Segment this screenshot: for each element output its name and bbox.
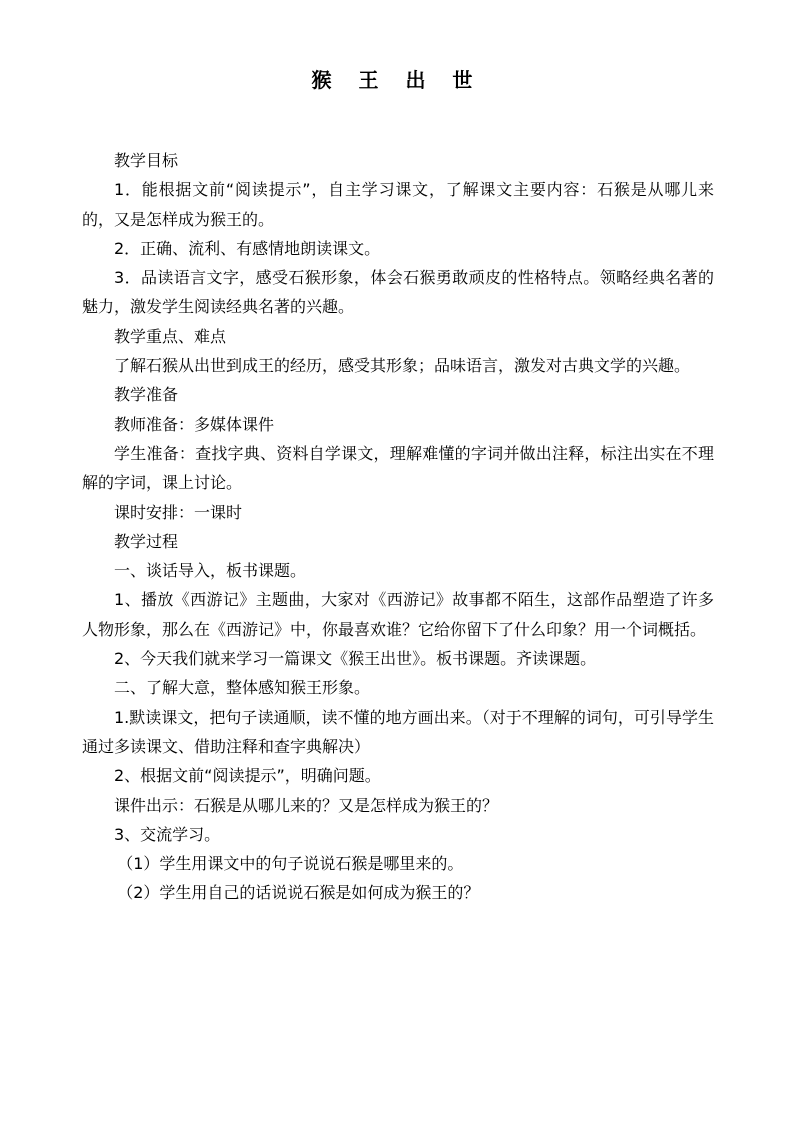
paragraph: 二、了解大意，整体感知猴王形象。 (114, 678, 371, 698)
section-heading-preparation: 教学准备 (114, 385, 179, 405)
section-heading-key-points: 教学重点、难点 (114, 326, 227, 346)
paragraph: （1）学生用课文中的句子说说石猴是哪里来的。 (117, 854, 464, 874)
section-heading-process: 教学过程 (114, 531, 179, 551)
document-body (82, 146, 714, 908)
paragraph: 课件出示：石猴是从哪儿来的？又是怎样成为猴王的？ (114, 795, 499, 815)
paragraph: 3．品读语言文字，感受石猴形象，体会石猴勇敢顽皮的性格特点。领略经典名著的魅力，激发学生阅读经典名著的兴趣。 (82, 268, 714, 317)
paragraph: 1、播放《西游记》主题曲，大家对《西游记》故事都不陌生，这部作品塑造了许多人物形象，那么在《西游记》中，你最喜欢谁？它给你留下了什么印象？用一个词概括。 (82, 590, 714, 639)
paragraph: 2、根据文前“阅读提示”，明确问题。 (114, 766, 381, 786)
paragraph: 1.默读课文，把句子读通顺，读不懂的地方画出来。（对于不理解的词句，可引导学生通过多读课文、借助注释和查字典解决） (82, 707, 714, 756)
paragraph: （2）学生用自己的话说说石猴是如何成为猴王的？ (117, 883, 480, 903)
page-title: 猴 王 出 世 (311, 68, 483, 92)
paragraph: 1．能根据文前“阅读提示”，自主学习课文，了解课文主要内容：石猴是从哪儿来的，又是怎样成为猴王的。 (82, 180, 714, 229)
paragraph: 了解石猴从出世到成王的经历，感受其形象；品味语言，激发对古典文学的兴趣。 (114, 356, 691, 376)
paragraph: 教师准备：多媒体课件 (114, 414, 275, 434)
paragraph: 学生准备：查找字典、资料自学课文，理解难懂的字词并做出注释，标注出实在不理解的字词，课上讨论。 (82, 443, 714, 493)
paragraph: 2、今天我们就来学习一篇课文《猴王出世》。板书课题。齐读课题。 (114, 649, 597, 669)
paragraph: 2．正确、流利、有感情地朗读课文。 (114, 238, 381, 258)
paragraph: 一、谈话导入，板书课题。 (114, 561, 307, 581)
paragraph: 课时安排：一课时 (114, 502, 243, 522)
paragraph: 3、交流学习。 (114, 824, 221, 844)
section-heading-objectives: 教学目标 (114, 151, 179, 170)
